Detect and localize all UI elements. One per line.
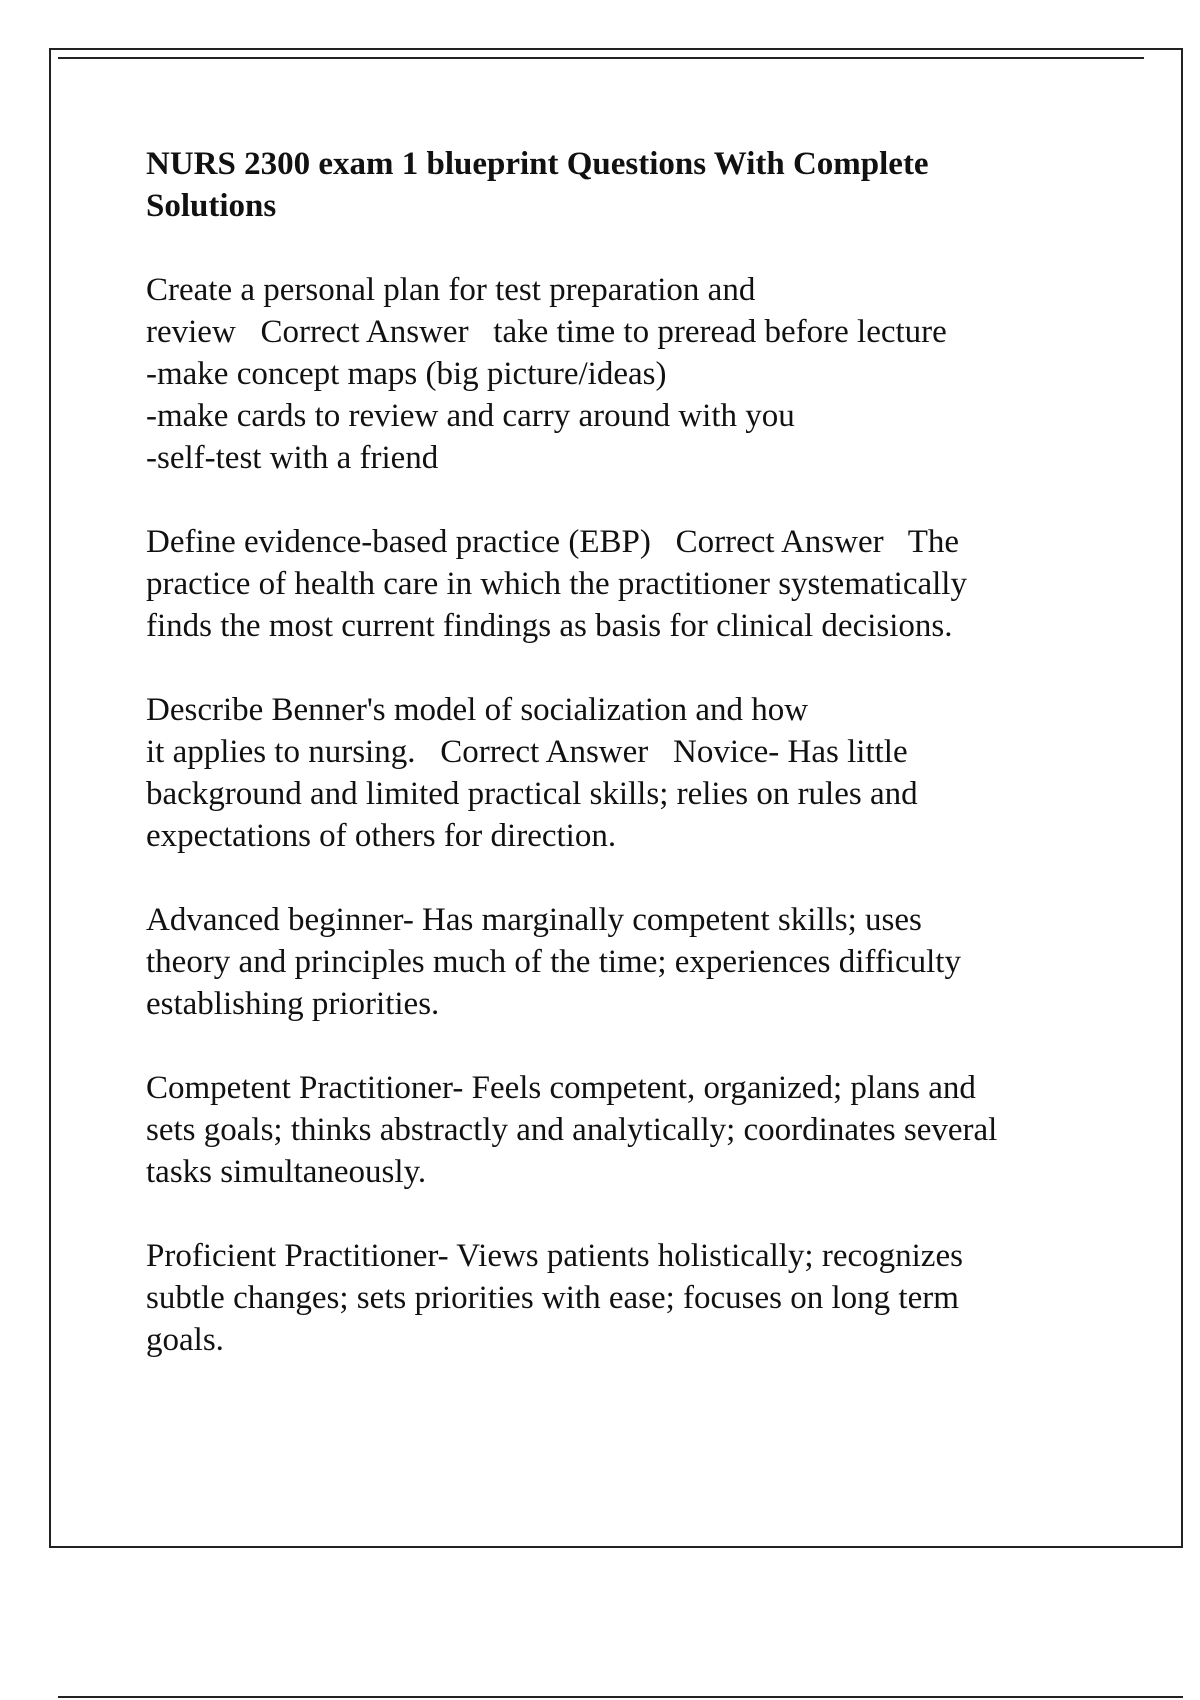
paragraph-competent-practitioner xyxy=(146,1067,1146,1193)
text-line: expectations of others for direction. xyxy=(146,818,617,854)
document-title xyxy=(146,143,1146,227)
text-line: goals. xyxy=(146,1322,224,1358)
text-line: Advanced beginner- Has marginally competent skills; uses xyxy=(146,902,922,938)
text-line: Describe Benner's model of socialization and how xyxy=(146,692,809,728)
text-line: establishing priorities. xyxy=(146,986,440,1022)
qa-block-evidence-based-practice xyxy=(146,521,1146,647)
qa-block-test-preparation xyxy=(146,269,1146,479)
text-line: Define evidence-based practice (EBP) Correct Answer The xyxy=(146,524,960,560)
text-line: Create a personal plan for test preparation and xyxy=(146,272,756,308)
title-line: NURS 2300 exam 1 blueprint Questions With Complete xyxy=(146,146,929,182)
text-line: -make cards to review and carry around with you xyxy=(146,398,795,434)
paragraph-proficient-practitioner xyxy=(146,1235,1146,1361)
text-line: tasks simultaneously. xyxy=(146,1154,427,1190)
text-line: Competent Practitioner- Feels competent, organized; plans and xyxy=(146,1070,976,1106)
text-line: review Correct Answer take time to preread before lecture xyxy=(146,314,947,350)
text-line: Proficient Practitioner- Views patients holistically; recognizes xyxy=(146,1238,963,1274)
text-line: -make concept maps (big picture/ideas) xyxy=(146,356,667,392)
text-line: background and limited practical skills; relies on rules and xyxy=(146,776,918,812)
text-line: -self-test with a friend xyxy=(146,440,439,476)
text-line: practice of health care in which the practitioner systematically xyxy=(146,566,967,602)
qa-block-benner-model xyxy=(146,689,1146,857)
text-line: theory and principles much of the time; experiences difficulty xyxy=(146,944,961,980)
paragraph-advanced-beginner xyxy=(146,899,1146,1025)
text-line: it applies to nursing. Correct Answer Novice- Has little xyxy=(146,734,908,770)
document-content xyxy=(146,143,1146,1403)
title-line: Solutions xyxy=(146,188,277,224)
text-line: finds the most current findings as basis for clinical decisions. xyxy=(146,608,953,644)
text-line: subtle changes; sets priorities with ease; focuses on long term xyxy=(146,1280,959,1316)
text-line: sets goals; thinks abstractly and analytically; coordinates several xyxy=(146,1112,998,1148)
bottom-rule-divider xyxy=(58,1696,1183,1698)
